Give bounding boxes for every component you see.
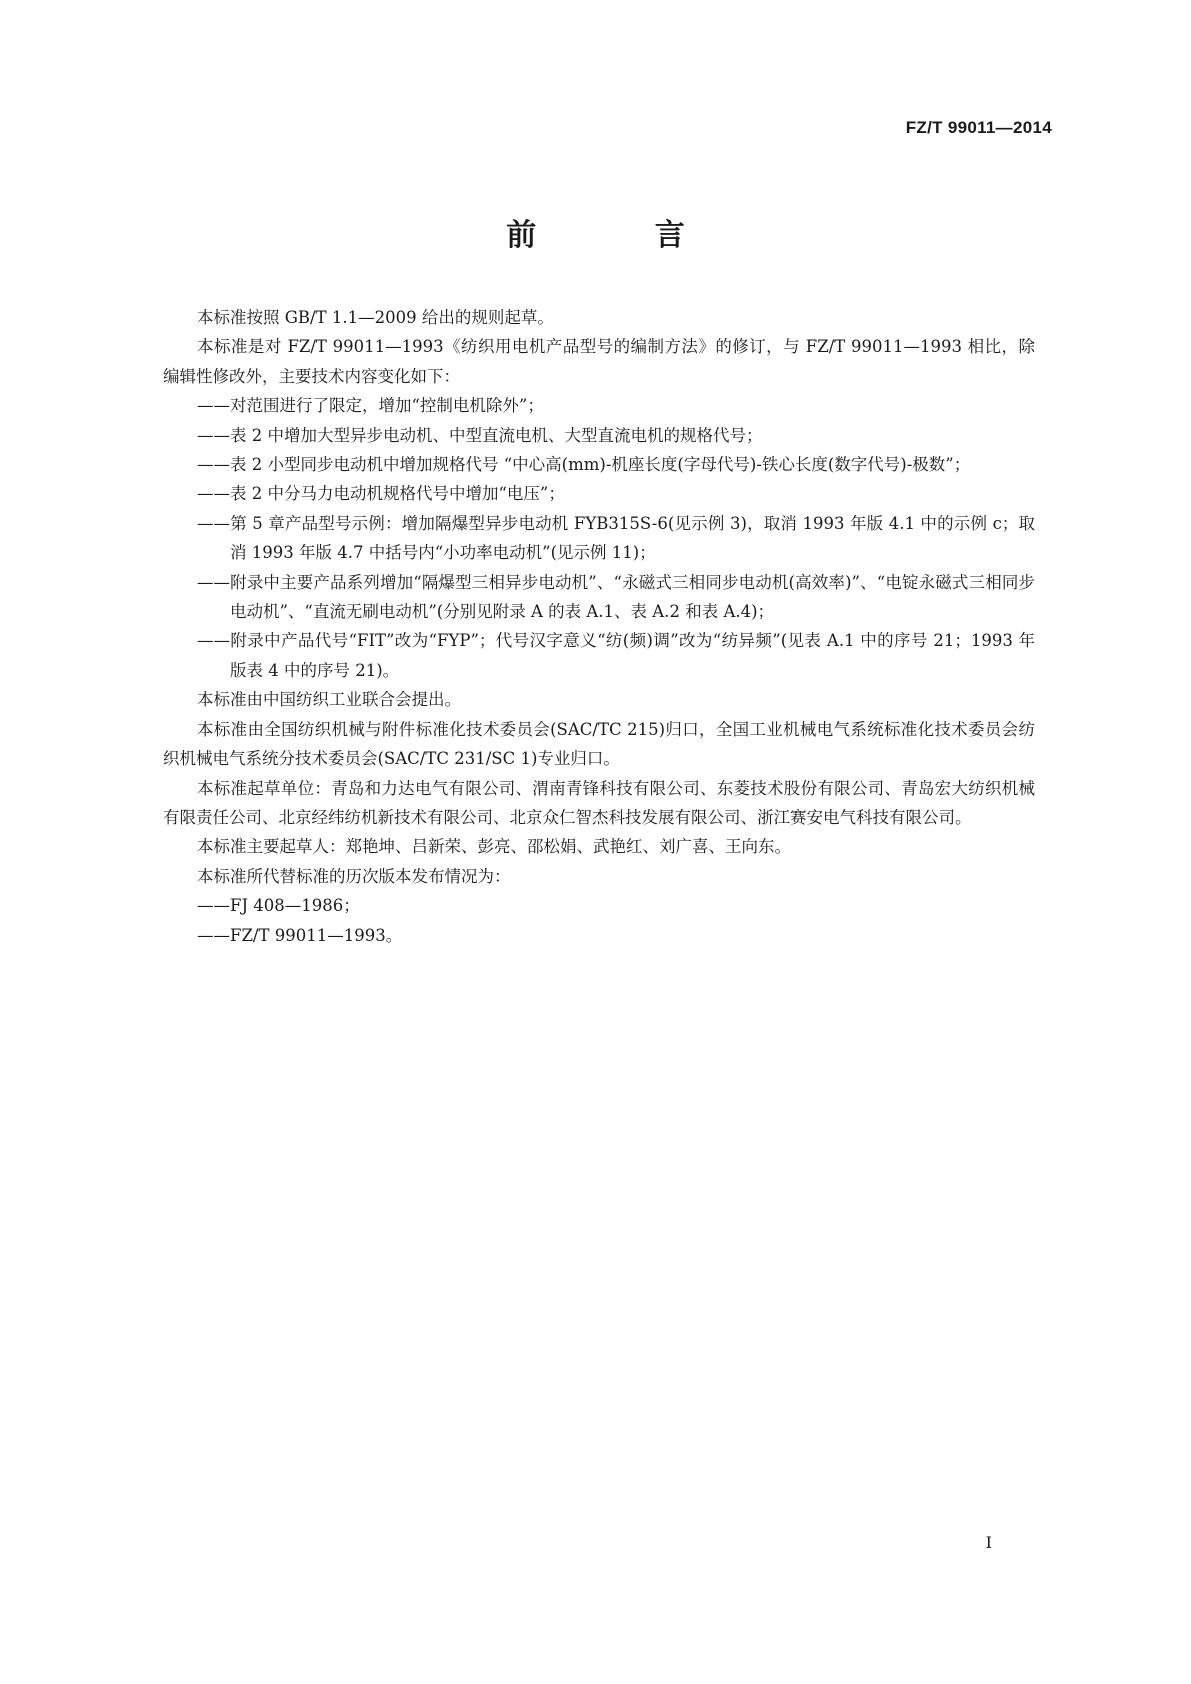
page-title: 前 言 <box>506 218 739 253</box>
change-item <box>163 421 1035 450</box>
dash-marker: —— <box>197 455 230 475</box>
history-item <box>163 891 1035 920</box>
dash-marker: —— <box>197 896 230 916</box>
paragraph-drafting-units: 本标准起草单位：青岛和力达电气有限公司、渭南青锋科技有限公司、东菱技术股份有限公司、青岛宏大纺织机械有限责任公司、北京经纬纺机新技术有限公司、北京众仁智杰科技发展有限公司、浙江赛安电气科技有限公司。 <box>163 778 1035 827</box>
change-item-text: 表 2 中分马力电动机规格代号中增加“电压”； <box>230 484 565 504</box>
paragraph-drafters: 本标准主要起草人：郑艳坤、吕新荣、彭亮、邵松娟、武艳红、刘广喜、王向东。 <box>197 837 791 857</box>
change-item-text: 附录中主要产品系列增加“隔爆型三相异步电动机”、“永磁式三相同步电动机(高效率)”、“电锭永磁式三相同步电动机”、“直流无刷电动机”(分别见附录 A 的表 A.1、表 A.2 和表 A.4)； <box>230 572 1035 622</box>
dash-marker: —— <box>197 631 230 651</box>
document-body <box>163 303 1035 950</box>
change-item-text: 表 2 小型同步电动机中增加规格代号 “中心高(mm)-机座长度(字母代号)-铁心长度(数字代号)-极数”； <box>230 455 971 475</box>
change-item <box>163 568 1035 627</box>
change-item <box>163 509 1035 568</box>
paragraph-proposer: 本标准由中国纺织工业联合会提出。 <box>197 690 461 710</box>
change-item-text: 表 2 中增加大型异步电动机、中型直流电机、大型直流电机的规格代号； <box>230 425 763 445</box>
standard-code: FZ/T 99011—2014 <box>905 118 1052 137</box>
paragraph-version-history: 本标准所代替标准的历次版本发布情况为： <box>197 866 511 886</box>
dash-marker: —— <box>197 425 230 445</box>
paragraph-revision-summary: 本标准是对 FZ/T 99011—1993《纺织用电机产品型号的编制方法》的修订，与 FZ/T 99011—1993 相比，除编辑性修改外，主要技术内容变化如下： <box>163 337 1035 386</box>
history-item-text: FZ/T 99011—1993。 <box>230 925 403 945</box>
paragraph-technical-committee: 本标准由全国纺织机械与附件标准化技术委员会(SAC/TC 215)归口，全国工业机械电气系统标准化技术委员会纺织机械电气系统分技术委员会(SAC/TC 231/SC 1)专业归口。 <box>163 719 1035 769</box>
change-item-text: 对范围进行了限定，增加“控制电机除外”； <box>230 396 544 416</box>
history-item <box>163 921 1035 950</box>
change-item-text: 附录中产品代号“FIT”改为“FYP”；代号汉字意义“纺(频)调”改为“纺异频”(见表 A.1 中的序号 21；1993 年版表 4 中的序号 21)。 <box>230 631 1035 680</box>
paragraph-drafting-rules: 本标准按照 GB/T 1.1—2009 给出的规则起草。 <box>197 308 554 327</box>
change-item <box>163 450 1035 479</box>
history-item-text: FJ 408—1986； <box>230 896 360 916</box>
page-number: I <box>985 1533 992 1552</box>
change-item <box>163 626 1035 685</box>
change-item-text: 第 5 章产品型号示例：增加隔爆型异步电动机 FYB315S-6(见示例 3)，取消 1993 年版 4.1 中的示例 c；取消 1993 年版 4.7 中括号内“小功率电动机”(见示例 11)； <box>230 513 1035 563</box>
dash-marker: —— <box>197 396 230 416</box>
dash-marker: —— <box>197 484 230 504</box>
dash-marker: —— <box>197 925 230 945</box>
change-item <box>163 479 1035 508</box>
dash-marker: —— <box>197 572 230 592</box>
dash-marker: —— <box>197 513 230 533</box>
change-item <box>163 391 1035 420</box>
